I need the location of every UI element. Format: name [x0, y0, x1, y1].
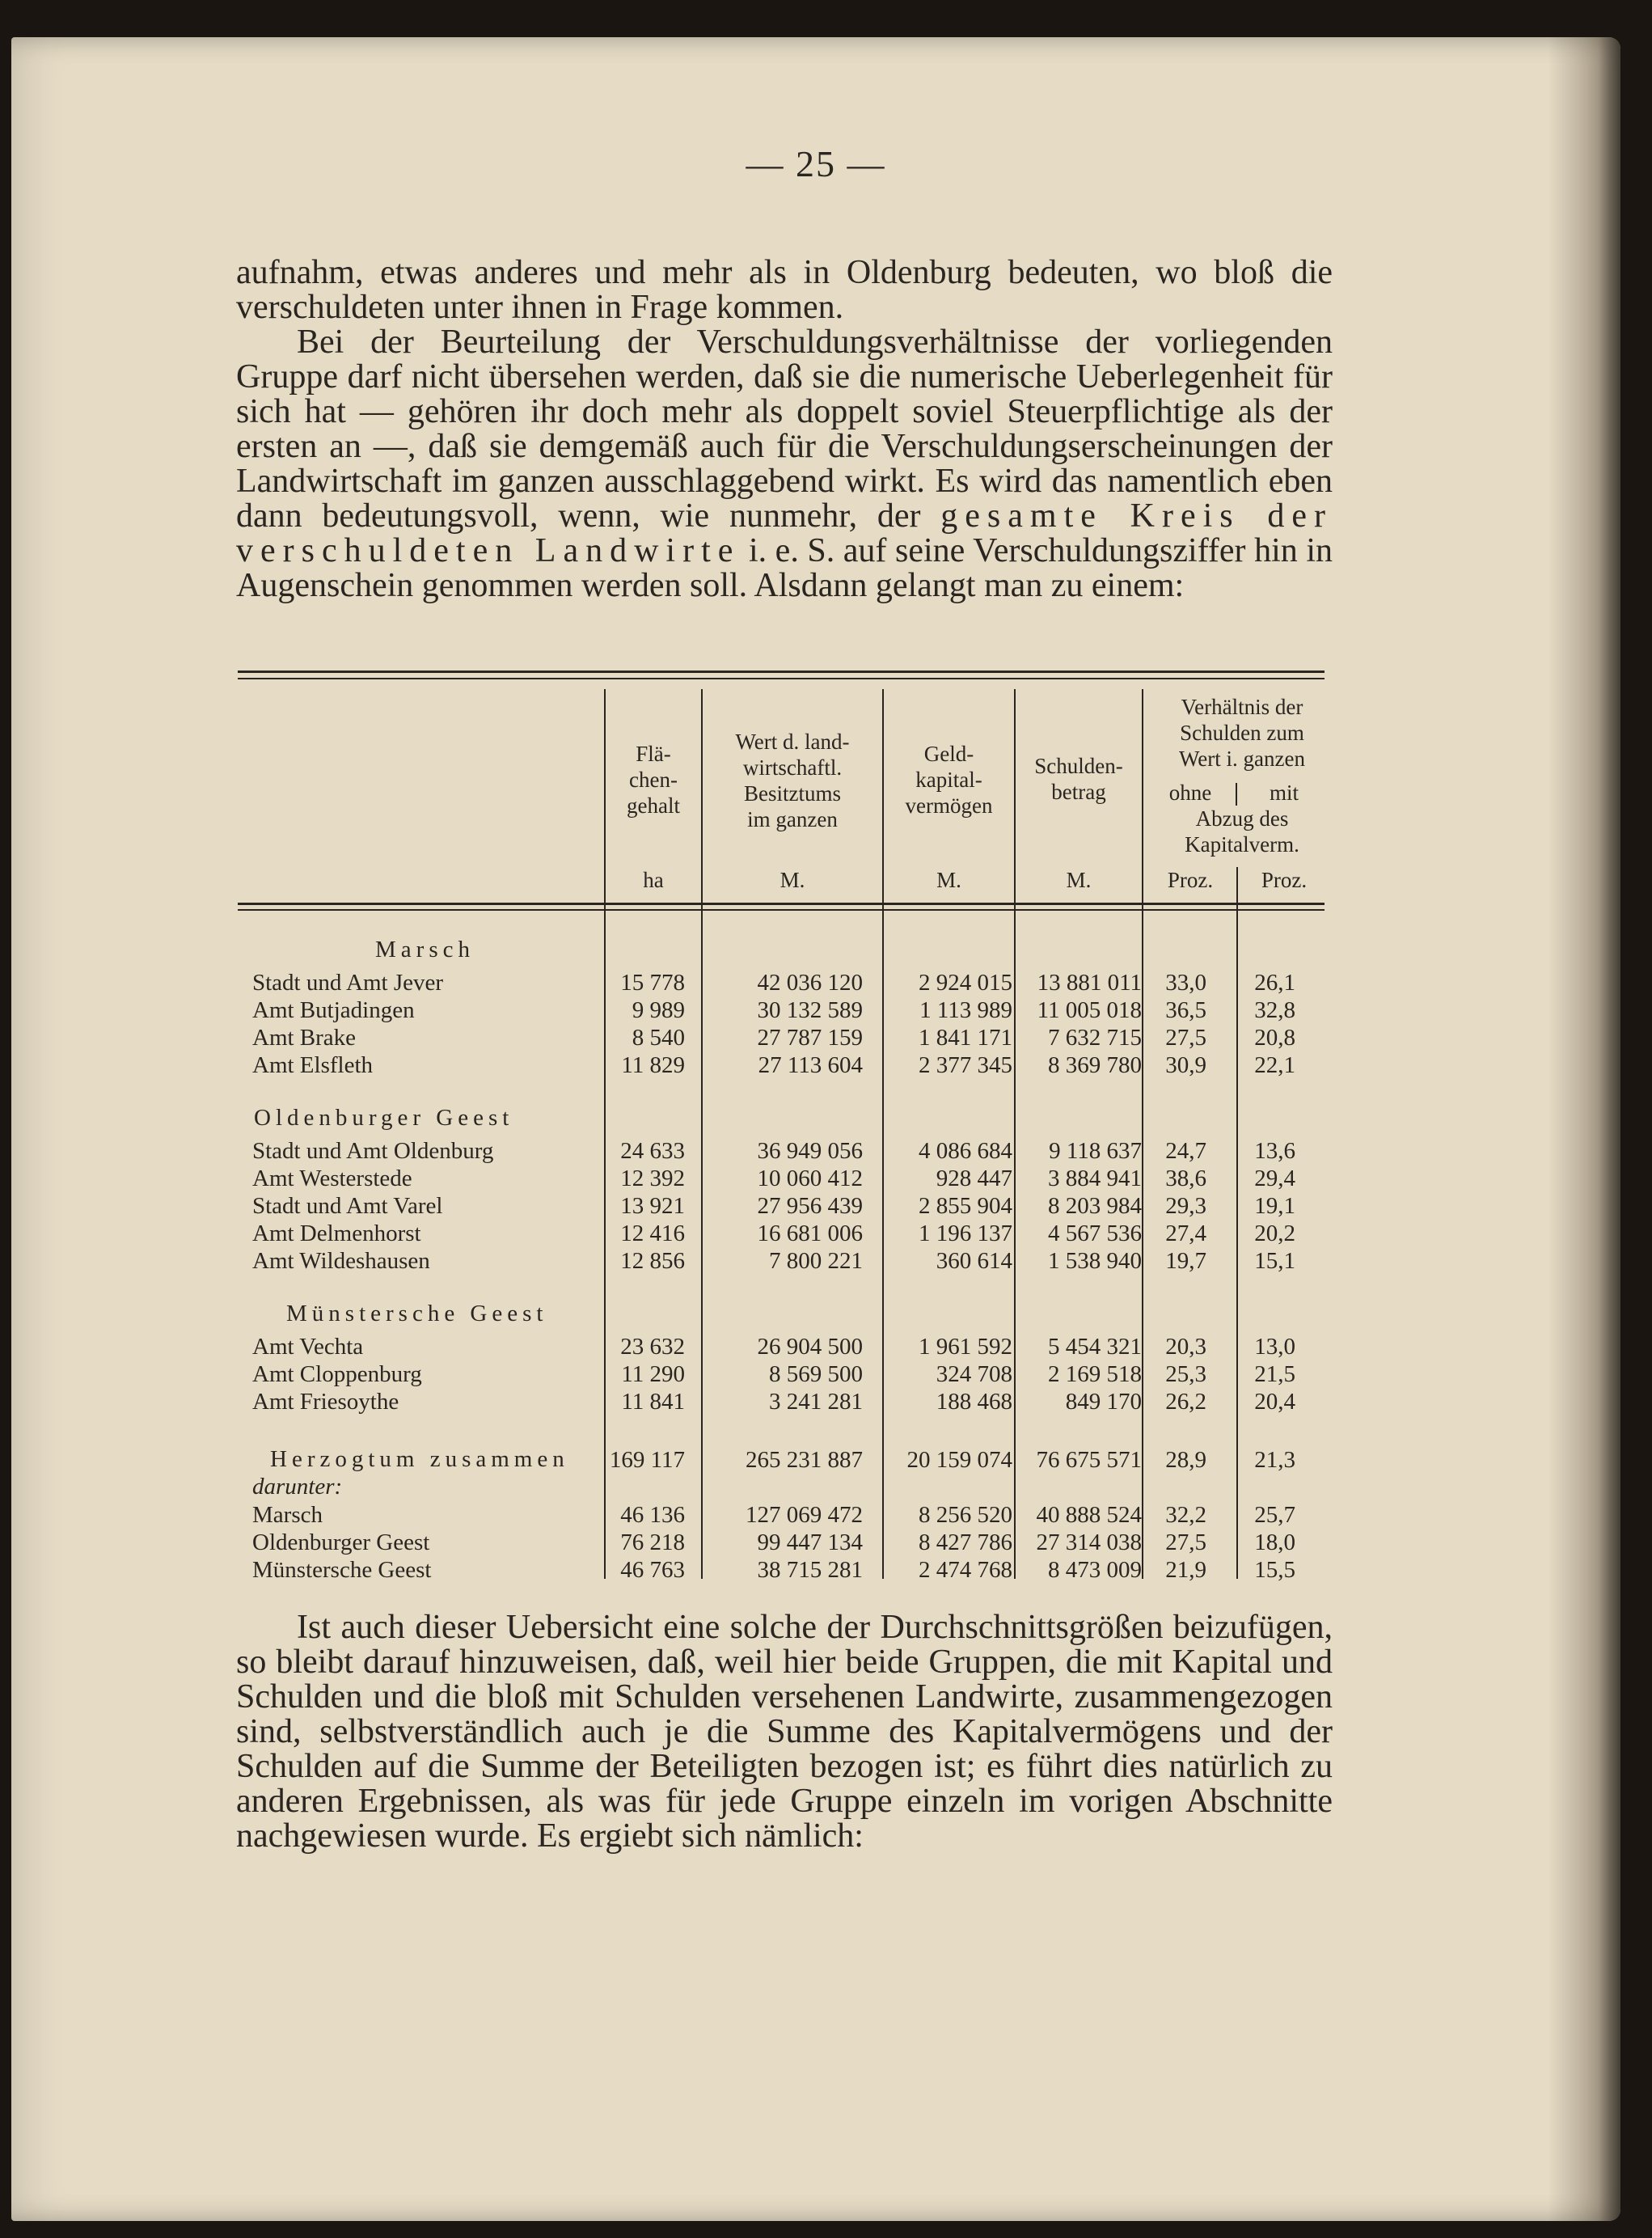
- table-row: [11, 1165, 1620, 1192]
- cell-geld: 2 474 768: [919, 1557, 1012, 1583]
- row-label: Stadt und Amt Varel: [252, 1193, 443, 1219]
- cell-ohne: 26,2: [1165, 1389, 1206, 1415]
- row-label: Amt Delmenhorst: [252, 1221, 421, 1246]
- row-label: Münstersche Geest: [252, 1557, 432, 1583]
- table-row: [11, 1388, 1620, 1415]
- table-row: [11, 1220, 1620, 1247]
- cell-wert: 3 241 281: [769, 1389, 863, 1415]
- cell-geld: 8 427 786: [919, 1529, 1012, 1555]
- table-row: [11, 996, 1620, 1024]
- cell-geld: 1 113 989: [919, 997, 1012, 1023]
- cell-ohne: 21,9: [1165, 1557, 1206, 1583]
- cell-wert: 99 447 134: [757, 1529, 863, 1555]
- table-row: [11, 1556, 1620, 1584]
- cell-ha: 11 290: [621, 1361, 685, 1387]
- cell-geld: 928 447: [936, 1166, 1012, 1191]
- cell-geld: 2 924 015: [919, 970, 1012, 996]
- row-label: Amt Vechta: [252, 1334, 364, 1360]
- cell-mit: 25,7: [1254, 1502, 1295, 1528]
- header-abzug: Abzug des Kapitalverm.: [1185, 806, 1299, 857]
- cell-ha: 46 136: [620, 1502, 685, 1528]
- cell-wert: 127 069 472: [746, 1502, 863, 1528]
- cell-mit: 13,6: [1254, 1138, 1295, 1164]
- row-label: Amt Westerstede: [252, 1166, 412, 1191]
- cell-mit: 29,4: [1254, 1166, 1295, 1191]
- book-page: [11, 37, 1620, 2221]
- cell-mit: 20,8: [1254, 1025, 1295, 1051]
- row-label: Marsch: [252, 1502, 323, 1528]
- table-row: [11, 1192, 1620, 1220]
- cell-wert: 7 800 221: [769, 1248, 863, 1274]
- cell-ohne: 29,3: [1165, 1193, 1206, 1219]
- row-label: Amt Brake: [252, 1025, 357, 1051]
- cell-ohne: 19,7: [1165, 1248, 1206, 1274]
- cell-mit: 18,0: [1254, 1529, 1295, 1555]
- cell-schulden: 76 675 571: [1036, 1447, 1142, 1473]
- cell-schulden: 8 473 009: [1048, 1557, 1142, 1583]
- cell-geld: 2 855 904: [919, 1193, 1012, 1219]
- table-row: [11, 1529, 1620, 1556]
- intro-text: [236, 256, 1333, 603]
- column-divider: [604, 689, 606, 1579]
- row-label: Amt Elsfleth: [252, 1052, 374, 1078]
- cell-geld: 4 086 684: [919, 1138, 1012, 1164]
- cell-ha: 24 633: [620, 1138, 685, 1164]
- cell-mit: 15,1: [1254, 1248, 1295, 1274]
- cell-ohne: 20,3: [1165, 1334, 1206, 1360]
- cell-ohne: 27,5: [1165, 1529, 1206, 1555]
- cell-wert: 27 787 159: [757, 1025, 863, 1051]
- cell-geld: 1 961 592: [919, 1334, 1012, 1360]
- table-top-rule: [238, 671, 1325, 673]
- cell-ha: 12 416: [620, 1221, 685, 1246]
- cell-wert: 10 060 412: [757, 1166, 863, 1191]
- cell-wert: 16 681 006: [757, 1221, 863, 1246]
- header-verhaeltnis: Verhältnis der Schulden zum Wert i. ganzen: [1178, 695, 1305, 771]
- cell-ohne: 36,5: [1165, 997, 1206, 1023]
- cell-schulden: 8 369 780: [1048, 1052, 1142, 1078]
- paragraph-2: Bei der Beurteilung der Verschuldungsverhältnisse der vorliegenden Gruppe darf nicht übersehen werden, daß sie die numerische Ueberlegenheit für sich hat — gehören ihr doch mehr als doppelt soviel Steuerpflichtige als der ersten an —, daß sie demgemäß auch für die Verschuldungserscheinungen der Landwirtschaft im ganzen ausschlaggebend wirkt. Es wird das namentlich eben dann bedeutungsvoll, wenn, wie nunmehr, der gesamte Kreis der verschuldeten Landwirte i. e. S. auf seine Verschuldungsziffer hin in Augenschein genommen werden soll. Alsdann gelangt man zu einem:: [236, 324, 1333, 604]
- cell-mit: 20,4: [1254, 1389, 1295, 1415]
- page-number: — 25 —: [746, 143, 886, 184]
- unit-mark: M.: [936, 868, 961, 892]
- cell-mit: 15,5: [1254, 1557, 1295, 1583]
- cell-ha: 46 763: [620, 1557, 685, 1583]
- cell-wert: 27 113 604: [758, 1052, 863, 1078]
- table-row: [11, 1446, 1620, 1474]
- cell-ohne: 32,2: [1165, 1502, 1206, 1528]
- cell-schulden: 3 884 941: [1048, 1166, 1142, 1191]
- cell-ohne: 38,6: [1165, 1166, 1206, 1191]
- cell-schulden: 11 005 018: [1037, 997, 1142, 1023]
- cell-wert: 26 904 500: [757, 1334, 863, 1360]
- cell-mit: 22,1: [1254, 1052, 1295, 1078]
- table-row: [11, 969, 1620, 996]
- unit-mark: M.: [1066, 868, 1092, 892]
- cell-schulden: 4 567 536: [1048, 1221, 1142, 1246]
- cell-schulden: 27 314 038: [1036, 1529, 1142, 1555]
- table-row: [11, 1137, 1620, 1165]
- darunter-label: darunter:: [252, 1474, 343, 1500]
- cell-ohne: 27,5: [1165, 1025, 1206, 1051]
- header-mit: mit: [1269, 781, 1299, 805]
- cell-schulden: 1 538 940: [1048, 1248, 1142, 1274]
- cell-wert: 36 949 056: [757, 1138, 863, 1164]
- table-row: [11, 1024, 1620, 1051]
- section-marsch: Marsch: [375, 937, 475, 962]
- cell-geld: 1 196 137: [919, 1221, 1012, 1246]
- cell-schulden: 40 888 524: [1036, 1502, 1142, 1528]
- column-divider: [701, 689, 703, 1579]
- cell-ha: 11 829: [621, 1052, 685, 1078]
- row-label: Amt Cloppenburg: [252, 1361, 422, 1387]
- paragraph-1: aufnahm, etwas anderes und mehr als in Oldenburg bedeuten, wo bloß die verschuldeten unter ihnen in Frage kommen.: [236, 254, 1333, 326]
- cell-geld: 360 614: [936, 1248, 1012, 1274]
- cell-ohne: 27,4: [1165, 1221, 1206, 1246]
- cell-geld: 2 377 345: [919, 1052, 1012, 1078]
- header-bottom-rule: [238, 903, 1325, 905]
- section-herzogtum: Herzogtum zusammen: [270, 1446, 569, 1472]
- cell-wert: 8 569 500: [769, 1361, 863, 1387]
- header-schulden: Schulden- betrag: [1034, 754, 1123, 804]
- cell-schulden: 9 118 637: [1049, 1138, 1142, 1164]
- cell-ha: 12 856: [620, 1248, 685, 1274]
- cell-schulden: 13 881 011: [1037, 970, 1142, 996]
- cell-mit: 26,1: [1254, 970, 1295, 996]
- cell-ha: 23 632: [620, 1334, 685, 1360]
- cell-ha: 9 989: [632, 997, 685, 1023]
- header-bottom-rule-2: [238, 909, 1325, 911]
- unit-mark: M.: [780, 868, 805, 892]
- cell-geld: 324 708: [936, 1361, 1012, 1387]
- cell-mit: 13,0: [1254, 1334, 1295, 1360]
- cell-geld: 188 468: [936, 1389, 1012, 1415]
- table-row: [11, 1333, 1620, 1360]
- cell-mit: 21,3: [1254, 1447, 1295, 1473]
- section-oldenburger-geest: Oldenburger Geest: [254, 1105, 514, 1131]
- table-row: [11, 1501, 1620, 1529]
- header-wert: Wert d. land- wirtschaftl. Besitztums im ganzen: [735, 730, 850, 831]
- cell-schulden: 849 170: [1065, 1389, 1142, 1415]
- table-top-rule-2: [238, 678, 1325, 679]
- row-label: Stadt und Amt Oldenburg: [252, 1138, 494, 1164]
- table-row: [11, 1360, 1620, 1388]
- cell-ohne: 30,9: [1165, 1052, 1206, 1078]
- cell-geld: 1 841 171: [919, 1025, 1012, 1051]
- header-geldkapital: Geld- kapital- vermögen: [905, 742, 993, 818]
- cell-ha: 12 392: [620, 1166, 685, 1191]
- emphasis-spaced: gesamte Kreis der verschuldeten Landwirte: [236, 497, 1333, 569]
- paragraph-3: Ist auch dieser Uebersicht eine solche der Durchschnittsgrößen beizufügen, so bleibt darauf hinzuweisen, daß, weil hier beide Gruppen, die mit Kapital und Schulden und die bloß mit Schulden versehenen Landwirte, zusammengezogen sind, selbstverständlich auch je die Summe des Kapitalvermögens und der Schulden auf die Summe der Beteiligten bezogen ist; es führt dies natürlich zu anderen Ergebnissen, als was für jede Gruppe einzeln im vorigen Abschnitte nachgewiesen wurde. Es ergiebt sich nämlich:: [236, 1609, 1333, 1855]
- row-label: Stadt und Amt Jever: [252, 970, 444, 996]
- row-label: Amt Butjadingen: [252, 997, 415, 1023]
- table-row: [11, 1247, 1620, 1275]
- cell-wert: 38 715 281: [757, 1557, 863, 1583]
- section-muenstersche-geest: Münstersche Geest: [286, 1301, 548, 1326]
- cell-ha: 76 218: [620, 1529, 685, 1555]
- cell-ohne: 28,9: [1165, 1447, 1206, 1473]
- cell-mit: 19,1: [1254, 1193, 1295, 1219]
- cell-wert: 30 132 589: [757, 997, 863, 1023]
- unit-proz: Proz.: [1261, 868, 1308, 892]
- closing-text: [236, 1610, 1333, 1854]
- header-flaechengehalt: Flä- chen- gehalt: [627, 742, 680, 818]
- table-row: [11, 1051, 1620, 1079]
- cell-wert: 265 231 887: [746, 1447, 863, 1473]
- column-divider: [1014, 689, 1016, 1579]
- cell-ha: 8 540: [632, 1025, 685, 1051]
- cell-ha: 15 778: [620, 970, 685, 996]
- cell-ha: 13 921: [620, 1193, 685, 1219]
- column-divider: [882, 689, 884, 1579]
- cell-schulden: 7 632 715: [1048, 1025, 1142, 1051]
- cell-geld: 20 159 074: [906, 1447, 1012, 1473]
- cell-ohne: 33,0: [1165, 970, 1206, 996]
- cell-wert: 42 036 120: [757, 970, 863, 996]
- header-ohne: ohne: [1168, 781, 1212, 805]
- cell-ha: 169 117: [609, 1447, 685, 1473]
- cell-wert: 27 956 439: [757, 1193, 863, 1219]
- cell-geld: 8 256 520: [919, 1502, 1012, 1528]
- cell-ha: 11 841: [621, 1389, 685, 1415]
- cell-schulden: 2 169 518: [1048, 1361, 1142, 1387]
- unit-ha: ha: [643, 868, 664, 892]
- unit-proz: Proz.: [1167, 868, 1214, 892]
- cell-mit: 32,8: [1254, 997, 1295, 1023]
- cell-ohne: 24,7: [1165, 1138, 1206, 1164]
- row-label: Amt Wildeshausen: [252, 1248, 430, 1274]
- cell-schulden: 8 203 984: [1048, 1193, 1142, 1219]
- cell-ohne: 25,3: [1165, 1361, 1206, 1387]
- cell-mit: 20,2: [1254, 1221, 1295, 1246]
- cell-schulden: 5 454 321: [1048, 1334, 1142, 1360]
- cell-mit: 21,5: [1254, 1361, 1295, 1387]
- row-label: Oldenburger Geest: [252, 1529, 430, 1555]
- row-label: Amt Friesoythe: [252, 1389, 399, 1415]
- column-divider: [1142, 689, 1143, 1579]
- ohne-mit-divider: [1236, 783, 1237, 806]
